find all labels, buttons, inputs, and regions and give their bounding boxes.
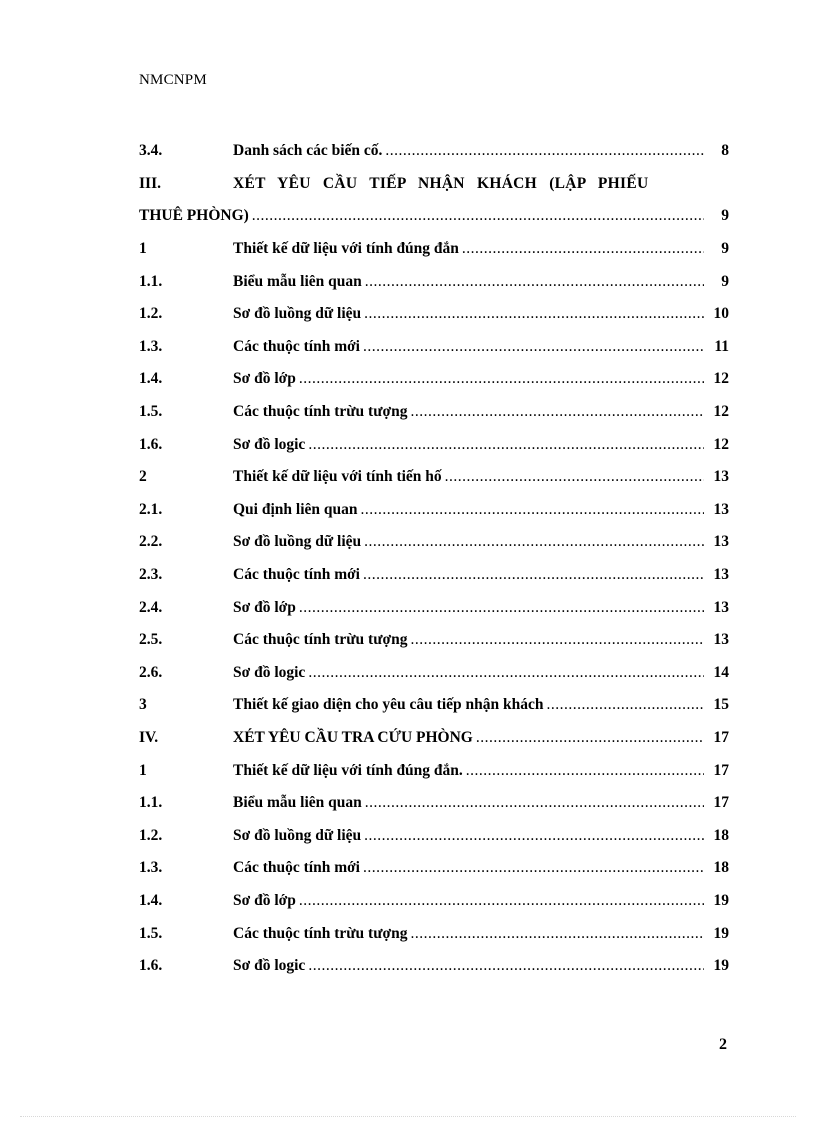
toc-entry-page: 17 [713, 728, 729, 746]
toc-entry-title: Biểu mẫu liên quan [233, 272, 362, 290]
toc-dot-leader [299, 892, 704, 910]
toc-dot-leader [410, 925, 704, 943]
toc-dot-leader [466, 762, 704, 780]
toc-entry-page: 11 [714, 337, 729, 355]
toc-entry-number: 1.3. [139, 859, 163, 877]
toc-dot-leader [546, 696, 704, 714]
toc-entry[interactable] [139, 591, 729, 624]
toc-dot-leader [299, 370, 704, 388]
toc-dot-leader [385, 142, 704, 160]
toc-dot-leader [476, 729, 704, 747]
toc-entry-page: 13 [713, 598, 729, 616]
toc-entry[interactable] [139, 657, 729, 690]
toc-entry-title: Sơ đồ luồng dữ liệu [233, 826, 362, 844]
toc-entry-number: 1.5. [139, 924, 163, 942]
toc-dot-leader [364, 533, 704, 551]
toc-entry[interactable] [139, 298, 729, 331]
toc-dot-leader [363, 859, 704, 877]
toc-entry-page: 19 [713, 891, 729, 909]
toc-entry-title: Sơ đồ luồng dữ liệu [233, 305, 362, 323]
toc-entry-page: 17 [713, 794, 729, 812]
toc-entry-number: 1.4. [139, 370, 163, 388]
toc-dot-leader [364, 827, 704, 845]
toc-dot-leader [299, 599, 704, 617]
toc-entry[interactable] [139, 722, 729, 755]
toc-entry-number: 2 [139, 468, 147, 486]
toc-entry-page: 15 [713, 696, 729, 714]
toc-entry[interactable] [139, 819, 729, 852]
toc-dot-leader [410, 631, 704, 649]
toc-entry-page: 9 [721, 240, 729, 258]
toc-entry-title: Sơ đồ luồng dữ liệu [233, 533, 362, 551]
toc-entry[interactable] [139, 559, 729, 592]
toc-dot-leader [365, 794, 704, 812]
toc-entry-number: 1.1. [139, 794, 163, 812]
toc-entry-title: Các thuộc tính mới [233, 337, 360, 355]
toc-entry[interactable] [139, 494, 729, 527]
toc-entry[interactable] [139, 363, 729, 396]
toc-dot-leader [252, 207, 704, 225]
toc-entry-title: Sơ đồ lớp [233, 598, 296, 616]
toc-entry-title: XÉT YÊU CẦU TIẾP NHẬN KHÁCH (LẬP PHIẾU [233, 174, 649, 192]
toc-entry-number: 2.4. [139, 598, 163, 616]
toc-entry-number: 3.4. [139, 142, 163, 160]
toc-entry-page: 13 [713, 468, 729, 486]
toc-entry[interactable] [139, 428, 729, 461]
toc-dot-leader [462, 240, 704, 258]
toc-entry-title: Các thuộc tính trừu tượng [233, 924, 408, 942]
toc-entry-page: 18 [713, 859, 729, 877]
toc-entry-number: 2.2. [139, 533, 163, 551]
toc-entry-continuation[interactable] [139, 200, 729, 233]
toc-entry-title: Thiết kế dữ liệu với tính đúng đắn [233, 240, 459, 258]
toc-entry-number: 1 [139, 240, 147, 258]
toc-entry-number: 1.6. [139, 957, 163, 975]
toc-entry-title: THUÊ PHÒNG) [139, 207, 249, 225]
toc-entry-title: XÉT YÊU CẦU TRA CỨU PHÒNG [233, 728, 473, 746]
toc-dot-leader [410, 403, 704, 421]
toc-entry-title: Các thuộc tính mới [233, 859, 360, 877]
toc-entry[interactable] [139, 461, 729, 494]
toc-entry-page: 9 [721, 207, 729, 225]
table-of-contents [139, 135, 729, 982]
toc-entry[interactable] [139, 135, 729, 168]
toc-entry[interactable] [139, 265, 729, 298]
toc-entry-number: 1.4. [139, 891, 163, 909]
toc-entry-page: 19 [713, 957, 729, 975]
toc-dot-leader [308, 957, 704, 975]
toc-entry-number: 1.2. [139, 305, 163, 323]
toc-entry-title: Các thuộc tính trừu tượng [233, 631, 408, 649]
toc-entry-page: 13 [713, 500, 729, 518]
toc-entry-number: 2.5. [139, 631, 163, 649]
toc-entry-page: 17 [713, 761, 729, 779]
toc-entry-title: Các thuộc tính trừu tượng [233, 403, 408, 421]
toc-dot-leader [365, 273, 704, 291]
toc-entry-page: 13 [713, 566, 729, 584]
toc-entry-page: 18 [713, 826, 729, 844]
toc-entry-number: 2.6. [139, 663, 163, 681]
toc-entry-title: Sơ đồ lớp [233, 891, 296, 909]
toc-entry-number: 1.5. [139, 403, 163, 421]
toc-entry-page: 19 [713, 924, 729, 942]
toc-entry-title: Sơ đồ logic [233, 663, 306, 681]
toc-entry-title: Sơ đồ logic [233, 435, 306, 453]
toc-entry-title: Sơ đồ lớp [233, 370, 296, 388]
toc-entry[interactable] [139, 917, 729, 950]
toc-entry-title: Qui định liên quan [233, 500, 358, 518]
toc-entry[interactable] [139, 754, 729, 787]
toc-dot-leader [445, 468, 704, 486]
toc-entry[interactable] [139, 168, 729, 201]
toc-dot-leader [363, 338, 704, 356]
toc-entry[interactable] [139, 233, 729, 266]
toc-entry-number: 1 [139, 761, 147, 779]
toc-entry-number: IV. [139, 728, 159, 746]
toc-entry-title: Các thuộc tính mới [233, 566, 360, 584]
toc-entry-page: 9 [721, 272, 729, 290]
toc-entry-page: 14 [713, 663, 729, 681]
toc-entry[interactable] [139, 852, 729, 885]
toc-entry[interactable] [139, 624, 729, 657]
toc-entry-number: 2.3. [139, 566, 163, 584]
toc-entry[interactable] [139, 526, 729, 559]
toc-dot-leader [308, 664, 704, 682]
toc-entry-page: 12 [713, 403, 729, 421]
toc-entry-title: Thiết kế dữ liệu với tính tiến hố [233, 468, 442, 486]
toc-dot-leader [364, 305, 704, 323]
toc-entry[interactable] [139, 787, 729, 820]
toc-dot-leader [361, 501, 705, 519]
toc-entry-page: 12 [713, 435, 729, 453]
toc-entry-number: 1.1. [139, 272, 163, 290]
toc-entry-title: Biểu mẫu liên quan [233, 794, 362, 812]
toc-entry-page: 10 [713, 305, 729, 323]
toc-entry-page: 13 [713, 533, 729, 551]
toc-entry-title: Danh sách các biến cố. [233, 142, 383, 160]
toc-entry-number: 1.2. [139, 826, 163, 844]
toc-dot-leader [308, 436, 704, 454]
toc-entry[interactable] [139, 950, 729, 983]
toc-entry-number: 3 [139, 696, 147, 714]
toc-entry-page: 12 [713, 370, 729, 388]
toc-entry-number: III. [139, 174, 161, 192]
toc-entry[interactable] [139, 689, 729, 722]
toc-entry-number: 1.3. [139, 337, 163, 355]
toc-entry-title: Sơ đồ logic [233, 957, 306, 975]
toc-entry-page: 13 [713, 631, 729, 649]
toc-entry-page: 8 [721, 142, 729, 160]
toc-entry-number: 2.1. [139, 500, 163, 518]
toc-entry-title: Thiết kế giao diện cho yêu câu tiếp nhận khách [233, 696, 544, 714]
toc-dot-leader [363, 566, 704, 584]
toc-entry[interactable] [139, 885, 729, 918]
page-number: 2 [719, 1036, 727, 1053]
toc-entry-number: 1.6. [139, 435, 163, 453]
toc-entry-title: Thiết kế dữ liệu với tính đúng đắn. [233, 761, 463, 779]
running-header: NMCNPM [139, 72, 207, 88]
page-bottom-divider [20, 1116, 796, 1117]
toc-entry[interactable] [139, 396, 729, 429]
toc-entry[interactable] [139, 331, 729, 364]
